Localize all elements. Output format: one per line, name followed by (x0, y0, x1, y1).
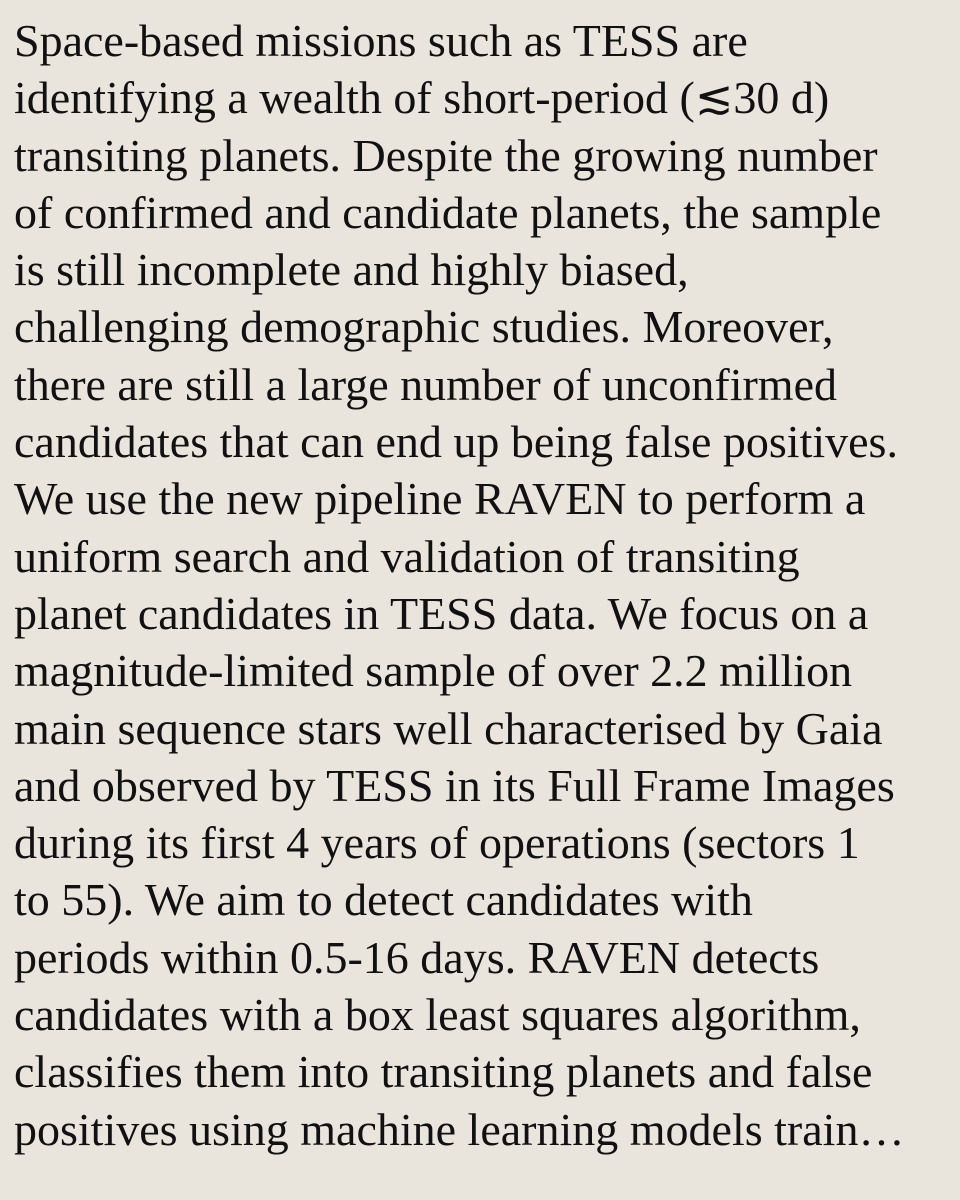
abstract-line: periods within 0.5-16 days. RAVEN detects (14, 931, 820, 983)
abstract-line: positives using machine learning models train… (14, 1103, 905, 1155)
abstract-line: main sequence stars well characterised by Gaia (14, 702, 883, 754)
abstract-line: magnitude-limited sample of over 2.2 million (14, 645, 853, 697)
abstract-line: We use the new pipeline RAVEN to perform a (14, 473, 866, 525)
abstract-line: is still incomplete and highly biased, (14, 244, 689, 296)
abstract-line: identifying a wealth of short-period (≲30 d) (14, 72, 830, 124)
abstract-text (14, 12, 954, 1158)
abstract-line: transiting planets. Despite the growing number (14, 129, 878, 181)
abstract-line: planet candidates in TESS data. We focus on a (14, 587, 869, 639)
abstract-line: challenging demographic studies. Moreover, (14, 301, 834, 353)
abstract-line: candidates with a box least squares algorithm, (14, 989, 861, 1041)
abstract-line: candidates that can end up being false positives. (14, 416, 898, 468)
abstract-line: classifies them into transiting planets and false (14, 1046, 873, 1098)
abstract-line: and observed by TESS in its Full Frame Images (14, 759, 895, 811)
abstract-line: during its first 4 years of operations (sectors 1 (14, 817, 860, 869)
abstract-line: Space-based missions such as TESS are (14, 15, 748, 66)
abstract-line: uniform search and validation of transiting (14, 530, 800, 582)
abstract-line: of confirmed and candidate planets, the sample (14, 186, 882, 238)
abstract-line: to 55). We aim to detect candidates with (14, 874, 753, 926)
abstract-line: there are still a large number of unconfirmed (14, 358, 837, 410)
